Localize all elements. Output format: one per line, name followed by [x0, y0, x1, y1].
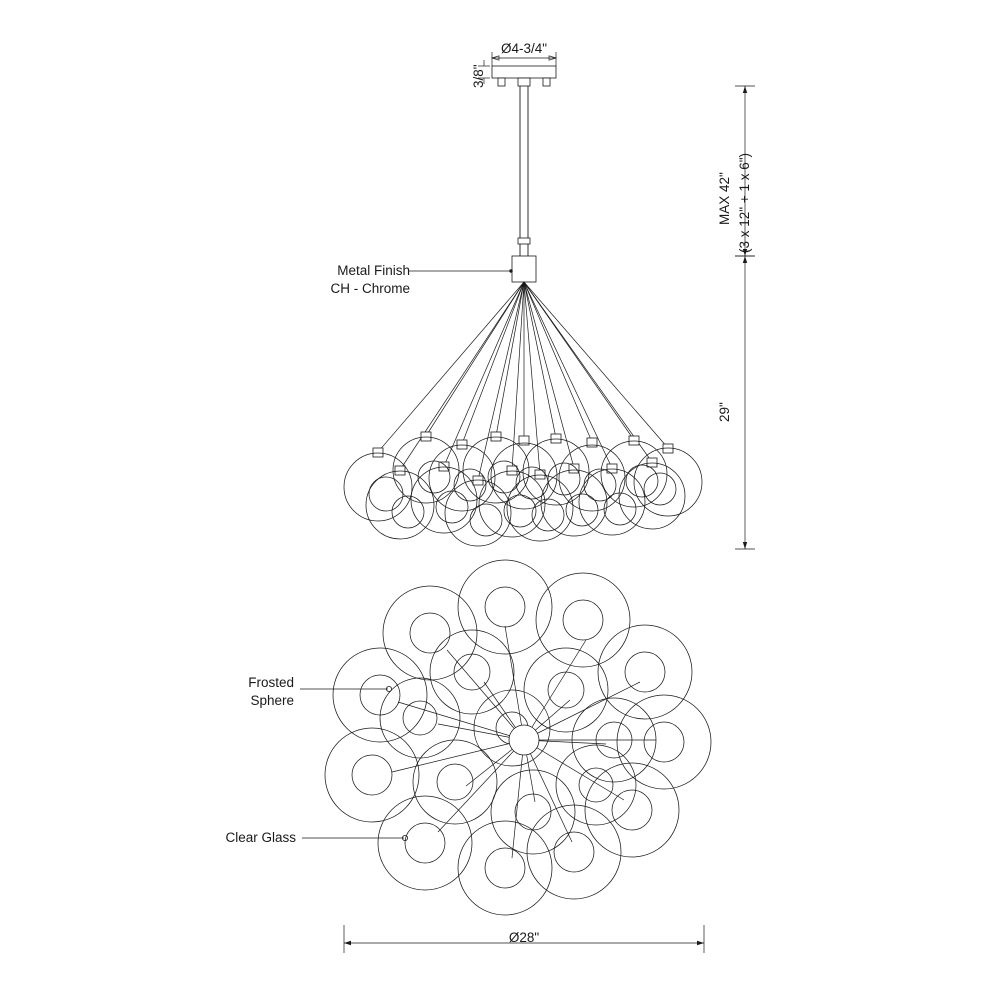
elevation-spheres [344, 437, 702, 546]
callout-metal-finish-line2: CH - Chrome [330, 281, 410, 296]
canopy-assembly [492, 66, 556, 282]
plan-view-spheres-inner [352, 587, 684, 888]
callout-frosted-sphere-line2: Sphere [250, 693, 294, 708]
fixture-height-dimension [735, 256, 755, 549]
callout-frosted-sphere-line1: Frosted [248, 675, 294, 690]
max-height-note: (3 x 12" + 1 x 6") [737, 152, 752, 253]
fixture-height-label: 29" [717, 402, 732, 422]
suspension-cables [378, 282, 668, 480]
canopy-diameter-label: Ø4-3/4" [500, 41, 548, 56]
callout-clear-glass-line1: Clear Glass [225, 830, 296, 845]
plan-diameter-label: Ø28" [508, 930, 540, 945]
canopy-thickness-label: 3/8" [471, 64, 486, 88]
max-height-label: MAX 42" [717, 172, 732, 225]
callout-metal-finish-line1: Metal Finish [337, 263, 410, 278]
callout-leaders [300, 269, 513, 840]
